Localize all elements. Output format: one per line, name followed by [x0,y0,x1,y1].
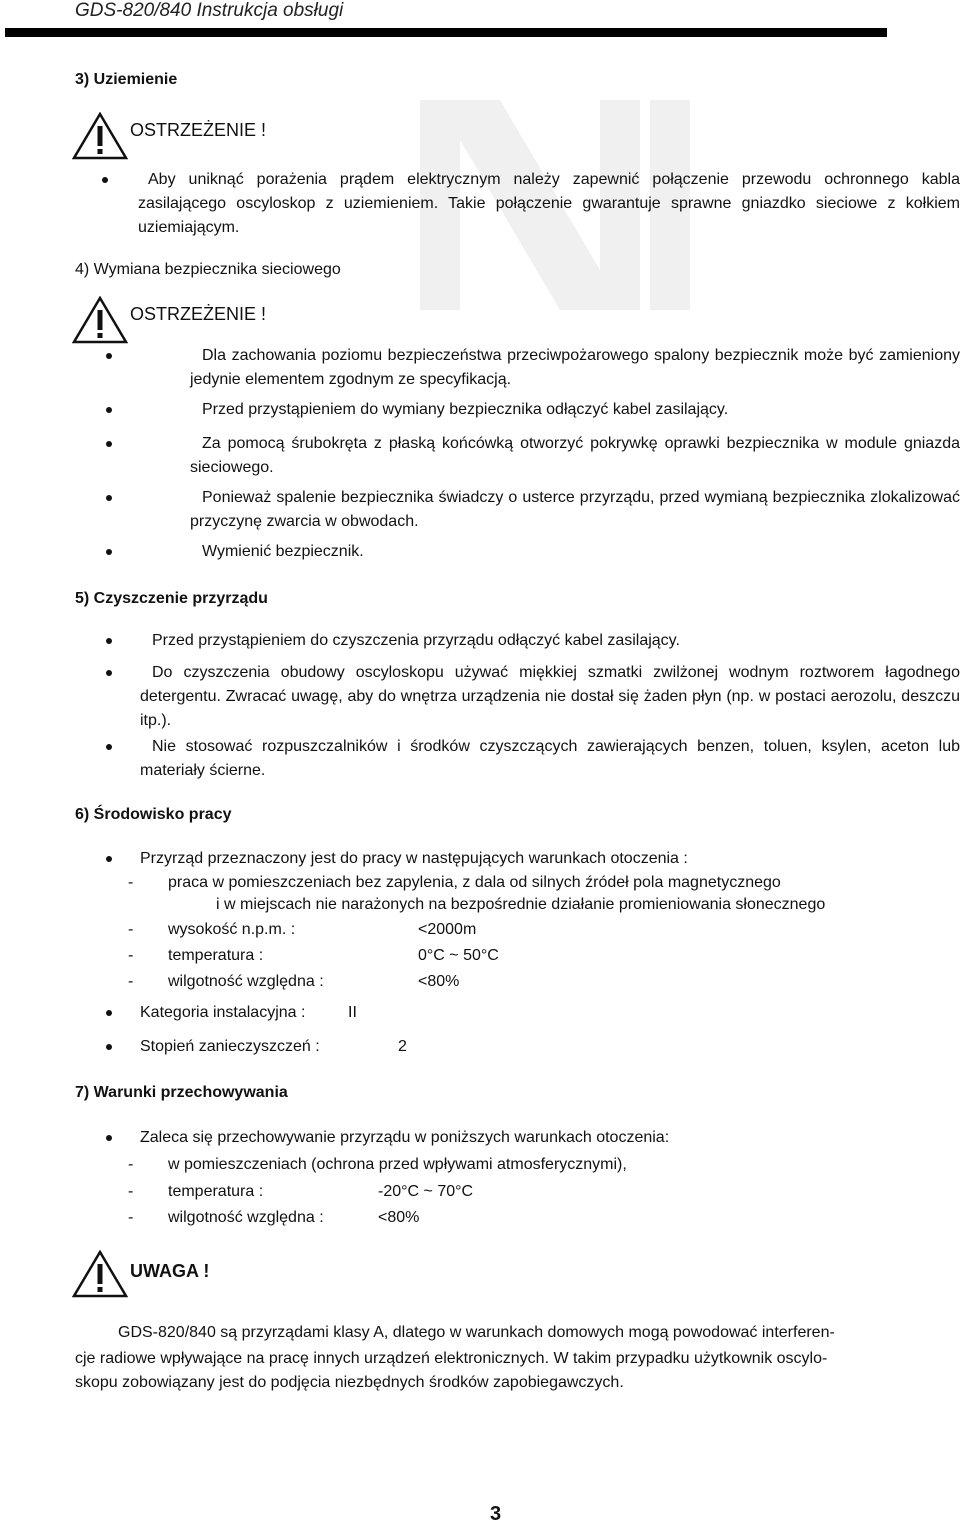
dash: - [128,1183,134,1200]
section-heading-cleaning: 5) Czyszczenie przyrządu [75,590,268,607]
section-heading-environment: 6) Środowisko pracy [75,806,232,823]
warning-icon [72,1250,128,1298]
temperature-value: 0°C ~ 50°C [418,947,499,964]
cleaning-item-1: Przed przystąpieniem do czyszczenia przyrządu odłączyć kabel zasilający. [152,632,680,649]
notice-line-2: cje radiowe wpływające na pracę innych urządzeń elektronicznych. W takim przypadku użytkownik oscylo- [75,1350,828,1367]
cleaning-item-3: Nie stosować rozpuszczalników i środków czyszczących zawierających benzen, toluen, ksylen, aceton lub materiały ścierne. [140,738,960,779]
bullet [106,353,112,359]
notice-line-3: skopu zobowiązany jest do podjęcia niezbędnych środków zapobiegawczych. [75,1374,624,1391]
bullet [106,407,112,413]
storage-temperature-label: temperatura : [168,1183,264,1200]
dash: - [128,1156,134,1173]
fuse-item-4: Ponieważ spalenie bezpiecznika świadczy o usterce przyrządu, przed wymianą bezpiecznika zlokalizować przyczynę zwarcia w obwodach. [190,489,960,530]
section-heading-fuse: 4) Wymiana bezpiecznika sieciowego [75,261,341,278]
pollution-degree-label: Stopień zanieczyszczeń : [140,1038,320,1055]
altitude-value: <2000m [418,921,477,938]
humidity-label: wilgotność względna : [168,973,324,990]
bullet [106,638,112,644]
grounding-text: Aby uniknąć porażenia prądem elektrycznym należy zapewnić połączenie przewodu ochronnego kabla zasilającego oscyloskop z uziemieniem. Takie połączenie gwarantuje sprawne gniazdko sieciowe z kołkiem uziemiającym. [138,171,960,236]
environment-line-1: praca w pomieszczeniach bez zapylenia, z dala od silnych źródeł pola magnetycznego [168,874,781,891]
section-heading-storage: 7) Warunki przechowywania [75,1084,288,1101]
storage-intro: Zaleca się przechowywanie przyrządu w poniższych warunkach otoczenia: [140,1129,670,1146]
temperature-label: temperatura : [168,947,264,964]
environment-intro: Przyrząd przeznaczony jest do pracy w następujących warunkach otoczenia : [140,850,688,867]
warning-icon [72,296,128,344]
pollution-degree-value: 2 [398,1038,407,1055]
storage-humidity-value: <80% [378,1209,420,1226]
fuse-item-1: Dla zachowania poziomu bezpieczeństwa przeciwpożarowego spalony bezpiecznik może być zamieniony jedynie elementem zgodnym ze specyfikacją. [190,347,960,388]
dash: - [128,1209,134,1226]
bullet [106,1135,112,1141]
notice-label: UWAGA ! [130,1261,210,1281]
storage-humidity-label: wilgotność względna : [168,1209,324,1226]
cleaning-item-2: Do czyszczenia obudowy oscyloskopu używać miękkiej szmatki zwilżonej wodnym roztworem łagodnego detergentu. Zwracać uwagę, aby do wnętrza urządzenia nie dostał się żaden płyn (np. w postaci aerozolu, deszczu itp.). [140,664,960,729]
fuse-item-5: Wymienić bezpiecznik. [202,543,364,560]
bullet [106,744,112,750]
installation-category-value: II [348,1004,357,1021]
storage-line-1: w pomieszczeniach (ochrona przed wpływami atmosferycznymi), [168,1156,627,1173]
installation-category-label: Kategoria instalacyjna : [140,1004,306,1021]
environment-line-2: i w miejscach nie narażonych na bezpośrednie działanie promieniowania słonecznego [216,896,826,913]
header-rule [5,28,887,37]
dash: - [128,973,134,990]
bullet [102,177,108,183]
page-number: 3 [490,1503,502,1525]
fuse-item-3: Za pomocą śrubokręta z płaską końcówką otworzyć pokrywkę oprawki bezpiecznika w module gniazda sieciowego. [190,435,960,476]
altitude-label: wysokość n.p.m. : [168,921,296,938]
dash: - [128,874,134,891]
bullet [106,441,112,447]
warning-icon [72,112,128,160]
document-header-title: GDS-820/840 Instrukcja obsługi [75,0,344,21]
section-heading-grounding: 3) Uziemienie [75,71,178,88]
humidity-value: <80% [418,973,460,990]
bullet [106,549,112,555]
notice-line-1: GDS-820/840 są przyrządami klasy A, dlatego w warunkach domowych mogą powodować interferen- [118,1324,835,1341]
dash: - [128,921,134,938]
dash: - [128,947,134,964]
storage-temperature-value: -20°C ~ 70°C [378,1183,474,1200]
warning-label: OSTRZEŻENIE ! [130,120,267,140]
fuse-item-2: Przed przystąpieniem do wymiany bezpiecznika odłączyć kabel zasilający. [202,401,729,418]
bullet [106,495,112,501]
bullet [106,1044,112,1050]
bullet [106,670,112,676]
bullet [106,1010,112,1016]
warning-label: OSTRZEŻENIE ! [130,304,267,324]
bullet [106,856,112,862]
